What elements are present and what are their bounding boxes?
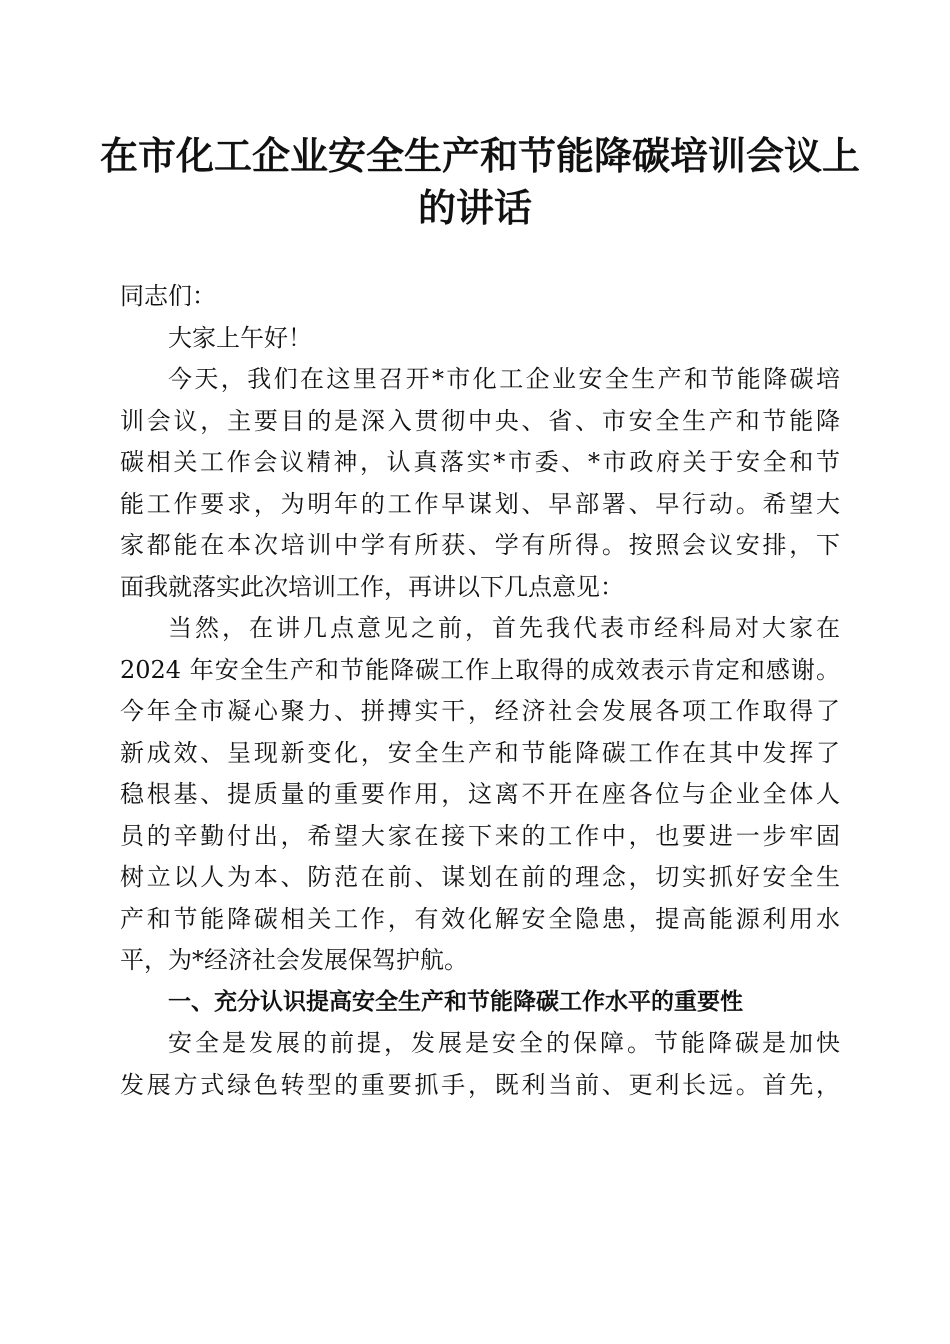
paragraph-line: 家都能在本次培训中学有所获、学有所得。按照会议安排，下 <box>120 531 840 559</box>
paragraph-line: 员的辛勤付出，希望大家在接下来的工作中，也要进一步牢固 <box>120 821 840 850</box>
paragraph-line: 2024 年安全生产和节能降碳工作上取得的成效表示肯定和感谢。 <box>120 655 840 684</box>
paragraph-line: 能工作要求，为明年的工作早谋划、早部署、早行动。希望大 <box>120 489 840 518</box>
paragraph-line: 安全是发展的前提，发展是安全的保障。节能降碳是加快 <box>168 1029 840 1057</box>
paragraph-line: 训会议，主要目的是深入贯彻中央、省、市安全生产和节能降 <box>120 406 840 435</box>
document-title-line-1: 在市化工企业安全生产和节能降碳培训会议上 <box>100 133 861 178</box>
paragraph-line: 新成效、呈现新变化，安全生产和节能降碳工作在其中发挥了 <box>120 738 840 767</box>
paragraph-line: 碳相关工作会议精神，认真落实*市委、*市政府关于安全和节 <box>120 448 840 476</box>
paragraph-1 <box>120 359 840 608</box>
paragraph-line: 平，为*经济社会发展保驾护航。 <box>120 946 468 974</box>
greeting: 大家上午好！ <box>168 323 312 352</box>
paragraph-line: 今年全市凝心聚力、拼搏实干，经济社会发展各项工作取得了 <box>120 697 840 725</box>
paragraph-line: 发展方式绿色转型的重要抓手，既利当前、更利长远。首先， <box>120 1070 840 1099</box>
paragraph-line: 今天，我们在这里召开*市化工企业安全生产和节能降碳培 <box>168 365 840 393</box>
paragraph-line: 稳根基、提质量的重要作用，这离不开在座各位与企业全体人 <box>120 780 840 808</box>
document-body <box>120 276 840 1106</box>
paragraph-3 <box>120 1023 840 1106</box>
salutation: 同志们： <box>120 282 216 310</box>
paragraph-2 <box>120 608 840 982</box>
paragraph-line: 面我就落实此次培训工作，再讲以下几点意见： <box>120 572 624 601</box>
document-title-line-2: 的讲话 <box>417 185 532 230</box>
paragraph-line: 产和节能降碳相关工作，有效化解安全隐患，提高能源利用水 <box>120 904 840 933</box>
paragraph-line: 当然，在讲几点意见之前，首先我代表市经科局对大家在 <box>168 614 840 642</box>
paragraph-line: 树立以人为本、防范在前、谋划在前的理念，切实抓好安全生 <box>120 863 840 891</box>
section-heading-1: 一、充分认识提高安全生产和节能降碳工作水平的重要性 <box>168 988 743 1015</box>
